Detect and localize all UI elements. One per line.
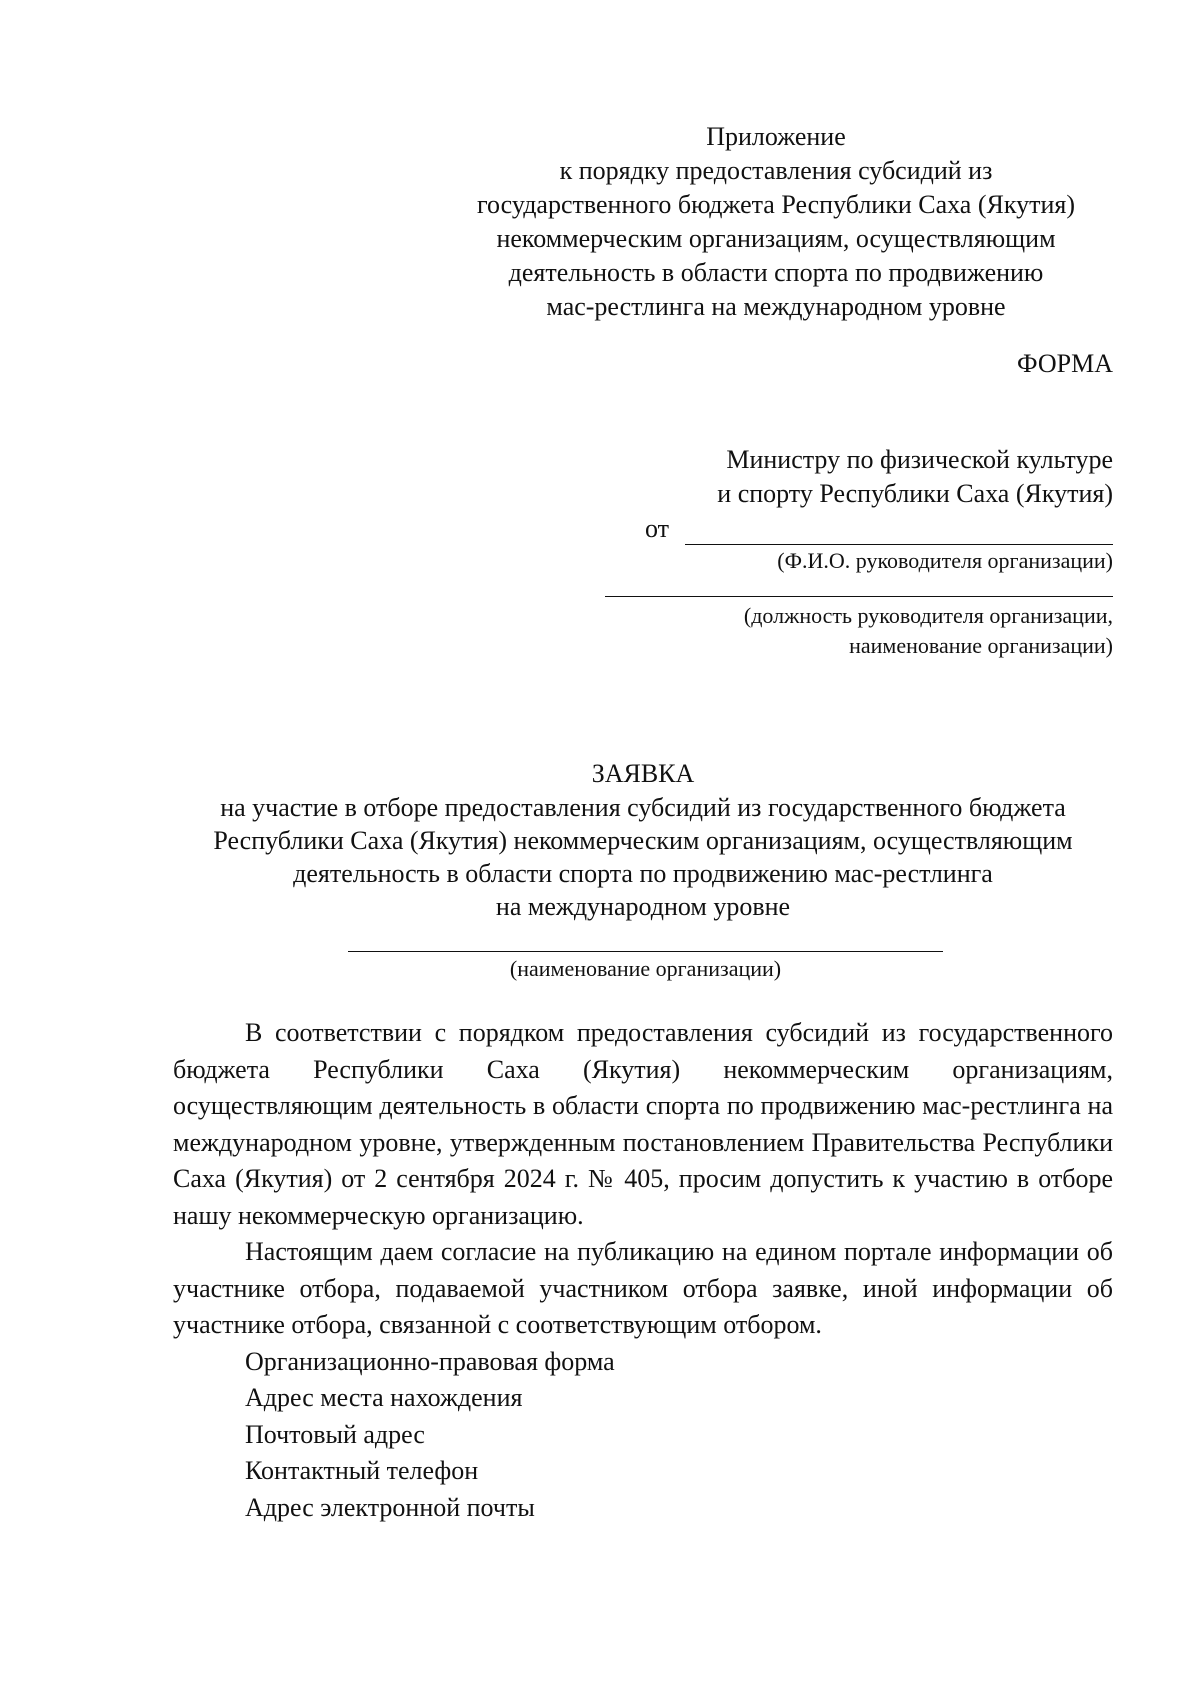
position-fill-line[interactable] bbox=[605, 596, 1113, 597]
position-caption bbox=[744, 601, 1113, 661]
application-body bbox=[173, 1015, 1113, 1526]
position-caption-line: (должность руководителя организации, bbox=[743, 603, 1113, 628]
appendix-line: деятельность в области спорта по продвижению bbox=[508, 258, 1044, 287]
subtitle-line: на международном уровне bbox=[495, 892, 791, 921]
addressee-line: Министру по физической культуре bbox=[726, 445, 1113, 474]
appendix-line: к порядку предоставления субсидий из bbox=[559, 156, 993, 185]
fio-fill-line[interactable] bbox=[685, 544, 1113, 545]
from-label: от bbox=[645, 514, 670, 543]
position-caption-line: наименование организации) bbox=[849, 633, 1113, 658]
field-contact-phone: Контактный телефон bbox=[245, 1456, 479, 1485]
body-paragraph-2: Настоящим даем согласие на публикацию на едином портале информации об участнике отбора, подаваемой участником отбора заявке, иной информации об участнике отбора, связанной с соответствующим отбором. bbox=[173, 1237, 1113, 1339]
appendix-line: Приложение bbox=[706, 122, 846, 151]
field-location-address: Адрес места нахождения bbox=[245, 1383, 523, 1412]
organization-caption: (наименование организации) bbox=[509, 956, 782, 981]
application-title: ЗАЯВКА bbox=[591, 759, 695, 788]
field-email-address: Адрес электронной почты bbox=[245, 1492, 535, 1522]
form-label: ФОРМА bbox=[1017, 349, 1113, 378]
appendix-line: государственного бюджета Республики Саха (Якутия) bbox=[476, 190, 1075, 219]
field-postal-address: Почтовый адрес bbox=[245, 1419, 425, 1449]
from-row bbox=[645, 512, 1113, 546]
appendix-line: мас-рестлинга на международном уровне bbox=[546, 292, 1006, 321]
application-title-block bbox=[87, 757, 1199, 923]
organization-fill-line[interactable] bbox=[348, 951, 943, 952]
subtitle-line: на участие в отборе предоставления субсидий из государственного бюджета bbox=[220, 793, 1066, 822]
appendix-header bbox=[426, 120, 1126, 324]
field-legal-form: Организационно-правовая форма bbox=[245, 1346, 615, 1376]
appendix-line: некоммерческим организациям, осуществляющим bbox=[496, 224, 1056, 253]
addressee-block bbox=[717, 443, 1113, 511]
fio-caption: (Ф.И.О. руководителя организации) bbox=[777, 548, 1113, 573]
subtitle-line: деятельность в области спорта по продвижению мас-рестлинга bbox=[293, 859, 993, 888]
subtitle-line: Республики Саха (Якутия) некоммерческим организациям, осуществляющим bbox=[213, 826, 1073, 855]
addressee-line: и спорту Республики Саха (Якутия) bbox=[717, 479, 1113, 508]
body-paragraph-1: В соответствии с порядком предоставления субсидий из государственного бюджета Республики Саха (Якутия) некоммерческим организациям, осуществляющим деятельность в области спорта по продвижению мас-рестлинга на международном уровне, утвержденным постановлением Правительства Республики Саха (Якутия) от 2 сентября 2024 г. № 405, просим допустить к участию в отборе нашу некоммерческую организацию. bbox=[173, 1018, 1113, 1230]
